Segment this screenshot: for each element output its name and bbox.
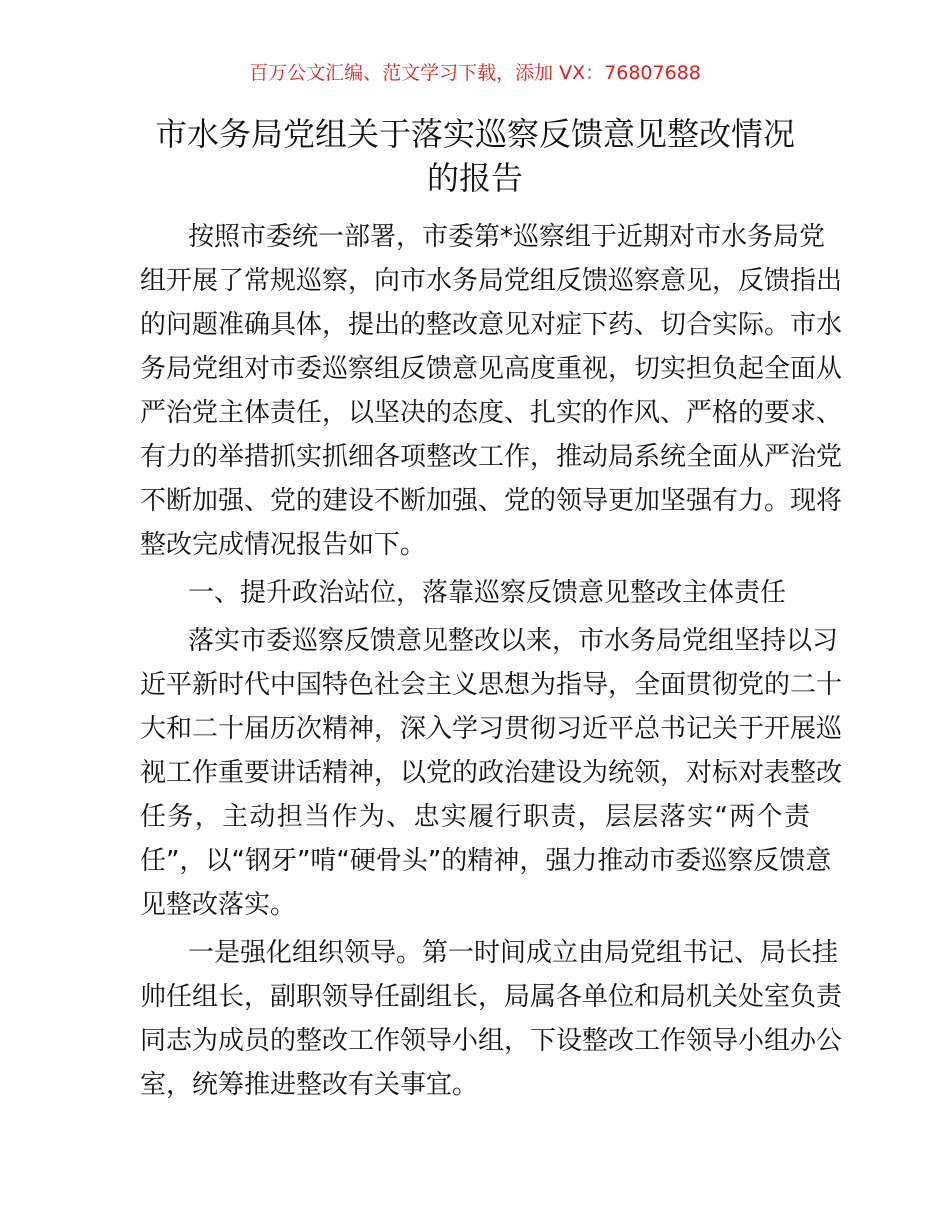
document-title — [120, 112, 830, 200]
text-line: 近平新时代中国特色社会主义思想为指导，全面贯彻党的二十 — [140, 670, 843, 700]
text-line: 任务，主动担当作为、忠实履行职责，层层落实“两个责 — [140, 802, 810, 832]
text-line: 视工作重要讲话精神，以党的政治建设为统领，对标对表整改 — [140, 758, 843, 788]
text-line: 见整改落实。 — [140, 890, 297, 920]
text-line: 同志为成员的整改工作领导小组，下设整改工作领导小组办公 — [140, 1026, 843, 1056]
paragraph — [140, 931, 843, 1107]
title-line: 市水务局党组关于落实巡察反馈意见整改情况 — [154, 115, 795, 153]
text-line: 组开展了常规巡察，向市水务局党组反馈巡察意见，反馈指出 — [140, 266, 843, 296]
text-line: 的问题准确具体，提出的整改意见对症下药、切合实际。市水 — [140, 310, 843, 340]
text-line: 任”，以“钢牙”啃“硬骨头”的精神，强力推动市委巡察反馈意 — [140, 846, 832, 876]
text-line: 室，统筹推进整改有关事宜。 — [140, 1070, 479, 1100]
watermark-header: 百万公文汇编、范文学习下载，添加 VX：76807688 — [249, 62, 701, 84]
section-heading — [140, 571, 810, 615]
title-line: 的报告 — [426, 159, 523, 197]
paragraph — [140, 619, 843, 927]
text-line: 严治党主体责任，以坚决的态度、扎实的作风、严格的要求、 — [140, 398, 843, 428]
text-line: 一是强化组织领导。第一时间成立由局党组书记、局长挂 — [188, 938, 839, 968]
text-line: 一、提升政治站位，落靠巡察反馈意见整改主体责任 — [188, 578, 787, 608]
text-line: 务局党组对市委巡察组反馈意见高度重视，切实担负起全面从 — [140, 354, 843, 384]
document-body — [140, 215, 843, 1111]
paragraph — [140, 215, 843, 567]
text-line: 帅任组长，副职领导任副组长，局属各单位和局机关处室负责 — [140, 982, 843, 1012]
text-line: 整改完成情况报告如下。 — [140, 530, 427, 560]
text-line: 按照市委统一部署，市委第*巡察组于近期对市水务局党 — [188, 222, 826, 252]
text-line: 大和二十届历次精神，深入学习贯彻习近平总书记关于开展巡 — [140, 714, 843, 744]
text-line: 落实市委巡察反馈意见整改以来，市水务局党组坚持以习 — [188, 626, 839, 656]
text-line: 不断加强、党的建设不断加强、党的领导更加坚强有力。现将 — [140, 486, 843, 516]
text-line: 有力的举措抓实抓细各项整改工作，推动局系统全面从严治党 — [140, 442, 843, 472]
